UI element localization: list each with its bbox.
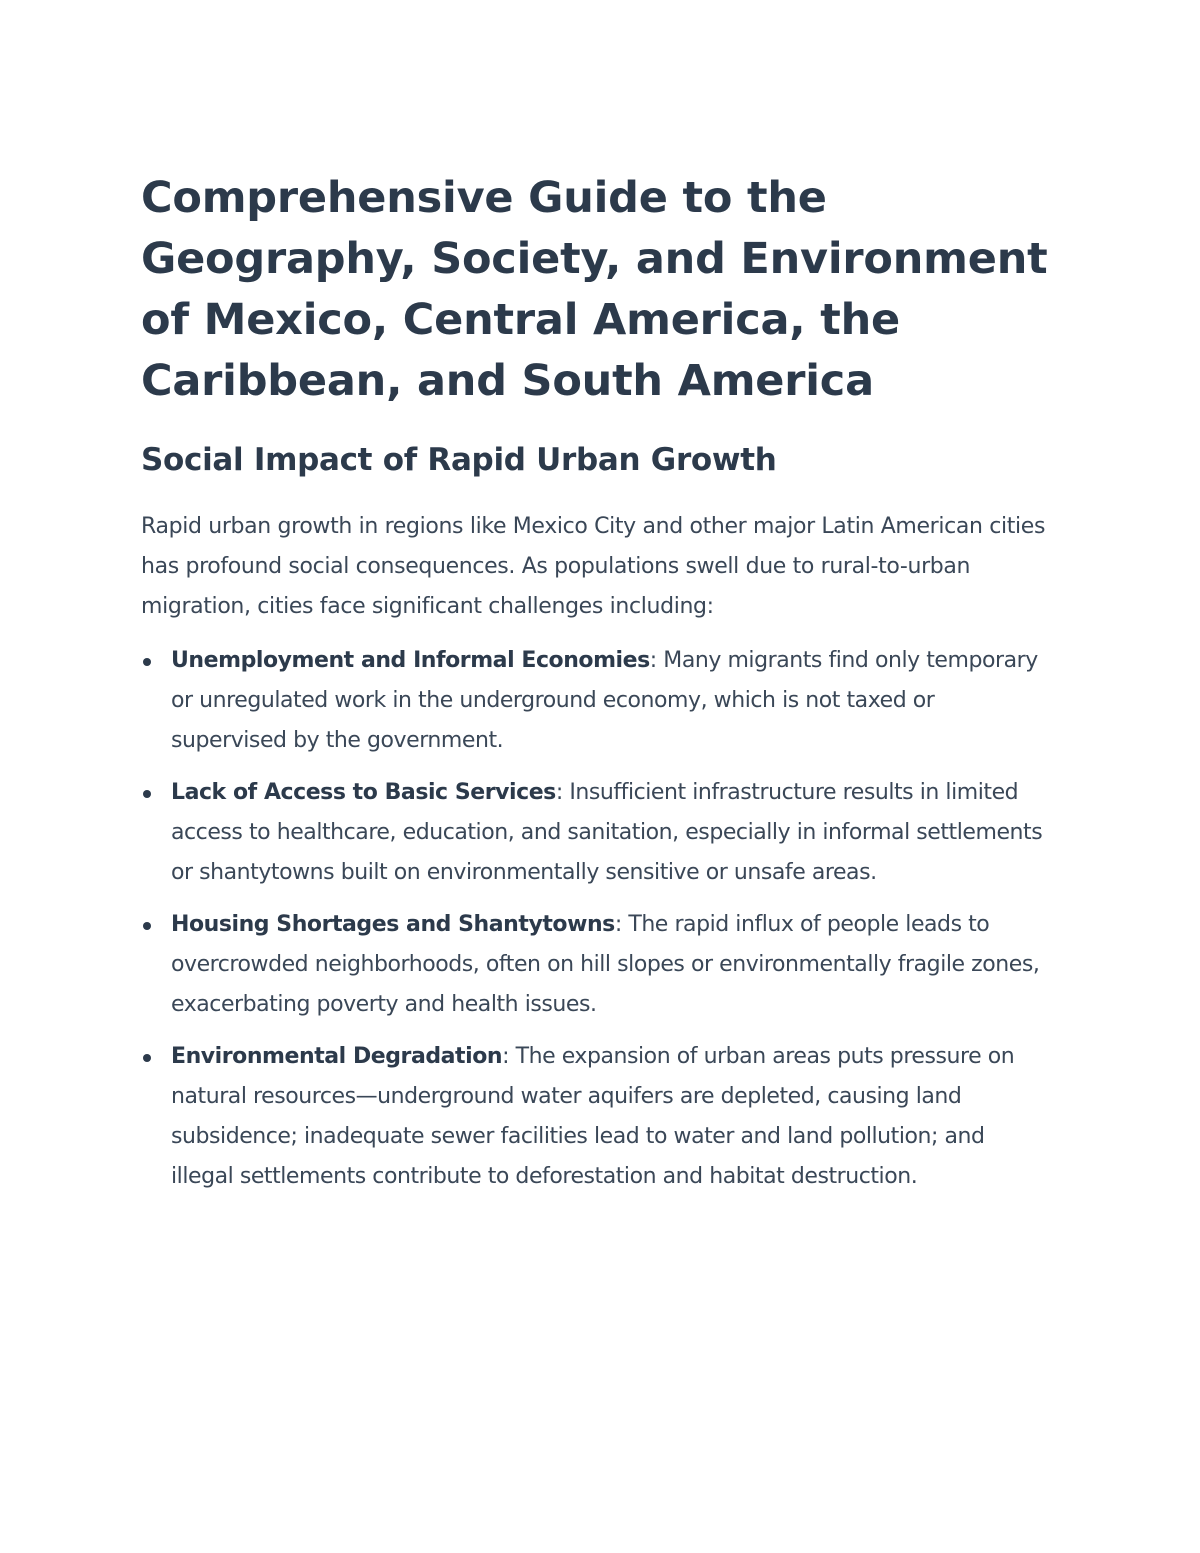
list-item <box>141 905 1051 1025</box>
bullet-text: Many migrants find only temporary or unregulated work in the underground economy, which is not taxed or supervised by the government. <box>171 648 1038 753</box>
bullet-term: Unemployment and Informal Economies <box>171 648 650 673</box>
bullet-separator: : <box>614 912 629 937</box>
bullet-term: Lack of Access to Basic Services <box>171 780 556 805</box>
bullet-separator: : <box>502 1044 516 1069</box>
bullet-separator: : <box>555 780 570 805</box>
bullet-icon <box>143 922 151 930</box>
bullet-text: The expansion of urban areas puts pressure on natural resources—underground water aquifers are depleted, causing land subsidence; inadequate sewer facilities lead to water and land pollution; and illegal settlements contribute to deforestation and habitat destruction. <box>171 1044 1015 1189</box>
document-page <box>141 168 1051 1209</box>
bullet-separator: : <box>649 648 664 673</box>
bullet-term: Housing Shortages and Shantytowns <box>171 912 615 937</box>
challenges-list <box>141 641 1051 1197</box>
bullet-text: The rapid influx of people leads to overcrowded neighborhoods, often on hill slopes or environmentally fragile zones, exacerbating poverty and health issues. <box>171 912 1040 1017</box>
list-item <box>141 773 1051 893</box>
list-item <box>141 1037 1051 1197</box>
bullet-term: Environmental Degradation <box>171 1044 503 1069</box>
bullet-icon <box>143 1054 151 1062</box>
intro-paragraph: Rapid urban growth in regions like Mexico City and other major Latin American cities has profound social consequences. As populations swell due to rural-to-urban migration, cities face significant challenges including: <box>141 514 1046 619</box>
document-title: Comprehensive Guide to the Geography, Society, and Environment of Mexico, Central America, the Caribbean, and South America <box>141 173 1048 406</box>
list-item <box>141 641 1051 761</box>
section-heading: Social Impact of Rapid Urban Growth <box>141 442 777 478</box>
bullet-icon <box>143 790 151 798</box>
bullet-icon <box>143 658 151 666</box>
bullet-text: Insufficient infrastructure results in limited access to healthcare, education, and sanitation, especially in informal settlements or shantytowns built on environmentally sensitive or unsafe areas. <box>171 780 1043 885</box>
